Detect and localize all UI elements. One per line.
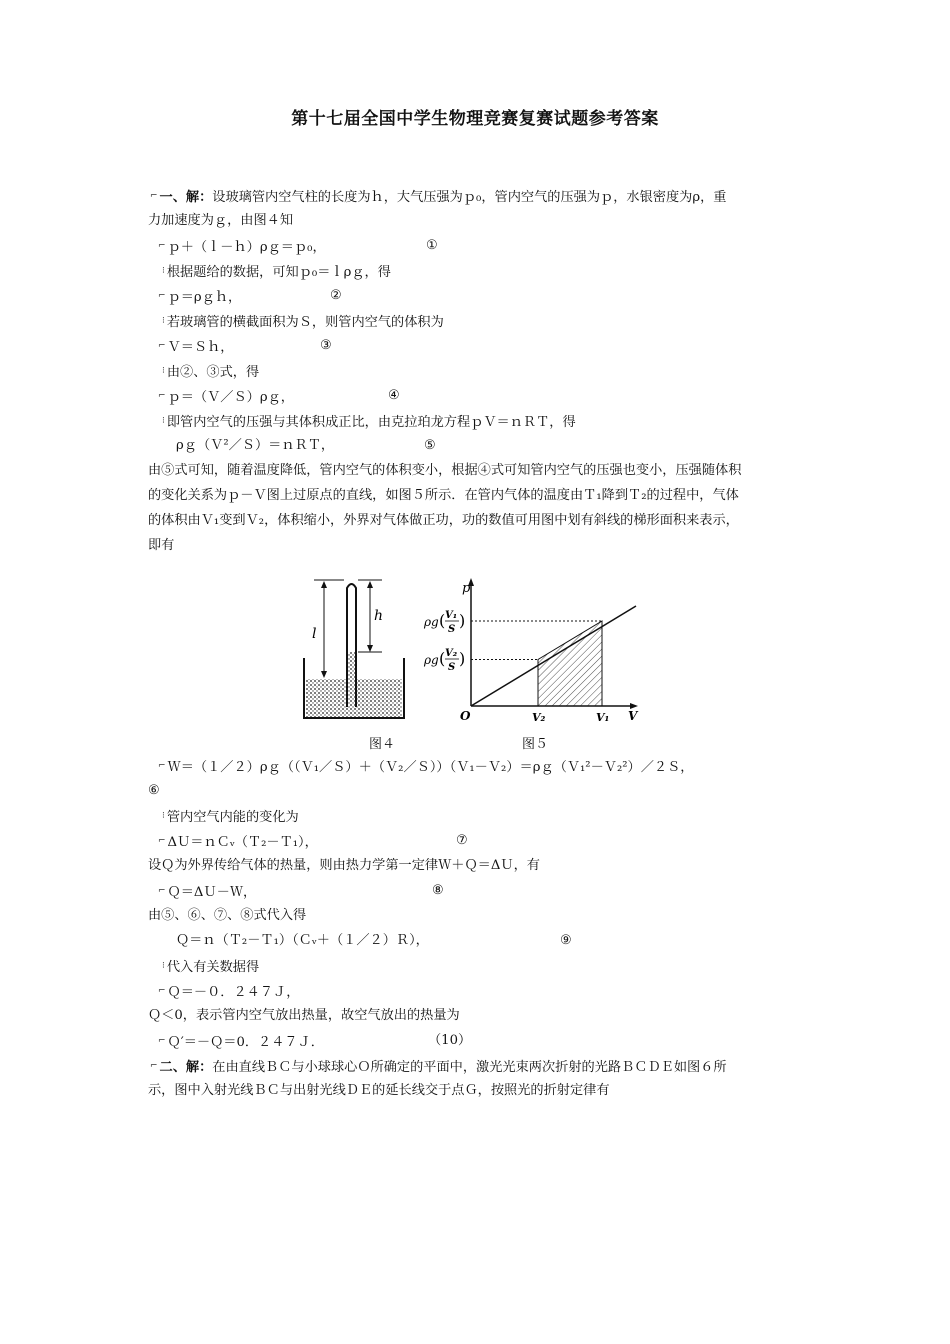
equation-8: ⌐ Ｑ＝ΔＵ－Ｗ，: [158, 885, 257, 900]
svg-text:V₁: V₁: [445, 610, 458, 621]
page-title: 第十七届全国中学生物理竞赛复赛试题参考答案: [291, 109, 659, 129]
equation-10: ⌐ Ｑ＝－０．２４７Ｊ，: [158, 985, 300, 1000]
equation-3: ⌐ Ｖ＝Ｓｈ，: [158, 340, 234, 355]
equation-number-6: ⑥: [148, 783, 160, 798]
work-area-trapezoid: [538, 621, 602, 706]
paragraph-line-3: 的体积由Ｖ₁变到Ｖ₂，体积缩小，外界对气体做正功，功的数值可用图中划有斜线的梯形面积来表示，: [148, 513, 739, 528]
section2-line2: 示，图中入射光线ＢＣ与出射光线ＤＥ的延长线交于点Ｇ，按照光的折射定律有: [148, 1083, 610, 1098]
svg-text:S: S: [448, 662, 456, 673]
section1-intro-line1: ⌐ 一、解：设玻璃管内空气柱的长度为ｈ，大气压强为ｐ₀，管内空气的压强为ｐ，水银密度为ρ，重: [150, 190, 727, 205]
equation-number-4: ④: [388, 388, 400, 403]
text-line-11: Ｑ＜0，表示管内空气放出热量，故空气放出的热量为: [148, 1008, 460, 1023]
equation-number-1: ①: [426, 238, 438, 253]
label-h: h: [374, 608, 384, 624]
svg-text:S: S: [448, 624, 456, 635]
figure-4-caption: 图４: [369, 737, 396, 752]
origin-label: O: [460, 709, 471, 723]
axis-label-p: p: [462, 581, 471, 596]
svg-text:): ): [459, 611, 466, 630]
paragraph-line-1: 由⑤式可知，随着温度降低，管内空气的体积变小，根据④式可知管内空气的压强也变小，压强随体积: [148, 463, 742, 478]
equation-5: ρｇ（Ｖ²／Ｓ）＝ｎＲＴ，: [176, 438, 335, 453]
figure-5-caption: 图５: [522, 737, 549, 752]
ytick-lower: [423, 648, 465, 673]
text-line-5: ⁝ 即管内空气的压强与其体积成正比，由克拉珀龙方程ｐＶ＝ｎＲＴ，得: [162, 415, 576, 430]
svg-text:ρg: ρg: [424, 653, 439, 667]
ytick-upper: [423, 610, 465, 635]
svg-text:(: (: [439, 649, 446, 668]
paragraph-line-2: 的变化关系为ｐ－Ｖ图上过原点的直线，如图５所示．在管内气体的温度由Ｔ₁降到Ｔ₂的过程中，气体: [148, 488, 739, 503]
axis-label-v: V: [628, 709, 638, 723]
label-l: l: [312, 626, 317, 642]
equation-number-5: ⑤: [424, 438, 436, 453]
text-line-7: ⁝ 管内空气内能的变化为: [162, 810, 299, 825]
equation-number-9: ⑨: [560, 933, 572, 948]
figure-4-diagram: [298, 576, 410, 720]
tick-v1: V₁: [596, 711, 610, 724]
text-line-10: ⁝ 代入有关数据得: [162, 960, 260, 975]
svg-text:(: (: [439, 611, 446, 630]
equation-9: Ｑ＝ｎ（Ｔ₂－Ｔ₁）（Ｃᵥ＋（１／２）Ｒ），: [176, 933, 429, 948]
text-line-9: 由⑤、⑥、⑦、⑧式代入得: [148, 908, 307, 923]
text-line-2: ⁝ 根据题给的数据，可知ｐ₀＝ｌρｇ，得: [162, 265, 391, 280]
paragraph-line-4: 即有: [148, 538, 175, 553]
svg-text:V₂: V₂: [445, 648, 458, 659]
equation-1: ⌐ ｐ＋（ｌ－ｈ）ρｇ＝ｐ₀，: [158, 240, 326, 255]
equation-2: ⌐ ｐ＝ρｇｈ，: [158, 290, 242, 305]
svg-text:): ): [459, 649, 466, 668]
text-line-3: ⁝ 若玻璃管的横截面积为Ｓ，则管内空气的体积为: [162, 315, 444, 330]
equation-11: ⌐ Ｑ′＝－Ｑ＝0．２４７Ｊ．: [158, 1035, 324, 1050]
section2-label: 二、解：: [159, 1060, 213, 1075]
figure-5-chart: [420, 576, 642, 724]
text-line-4: ⁝ 由②、③式，得: [162, 365, 260, 380]
equation-4: ⌐ ｐ＝（Ｖ／Ｓ）ρｇ，: [158, 390, 294, 405]
equation-number-7: ⑦: [456, 833, 468, 848]
equation-number-3: ③: [320, 338, 332, 353]
equation-6: ⌐ Ｗ＝（１／２）ρｇ（（Ｖ₁／Ｓ）＋（Ｖ₂／Ｓ））（Ｖ₁－Ｖ₂）＝ρｇ（Ｖ₁²－Ｖ₂²）／２Ｓ，: [158, 760, 694, 775]
section2-line1: ⌐ 二、解：在由直线ＢＣ与小球球心Ｏ所确定的平面中，激光光束两次折射的光路ＢＣＤＥ如图６所: [150, 1060, 727, 1075]
equation-number-10: （10）: [428, 1033, 472, 1048]
mercury-column: [347, 652, 356, 707]
text-line-8: 设Ｑ为外界传给气体的热量，则由热力学第一定律Ｗ＋Ｑ＝ΔＵ，有: [148, 858, 540, 873]
equation-number-8: ⑧: [432, 883, 444, 898]
section1-intro-line2: 力加速度为ｇ，由图４知: [148, 213, 294, 228]
equation-7: ⌐ ΔＵ＝ｎＣᵥ（Ｔ₂－Ｔ₁），: [158, 835, 318, 850]
equation-number-2: ②: [330, 288, 342, 303]
svg-text:ρg: ρg: [424, 615, 439, 629]
tick-v2: V₂: [532, 711, 546, 724]
section1-label: 一、解：: [159, 190, 213, 205]
